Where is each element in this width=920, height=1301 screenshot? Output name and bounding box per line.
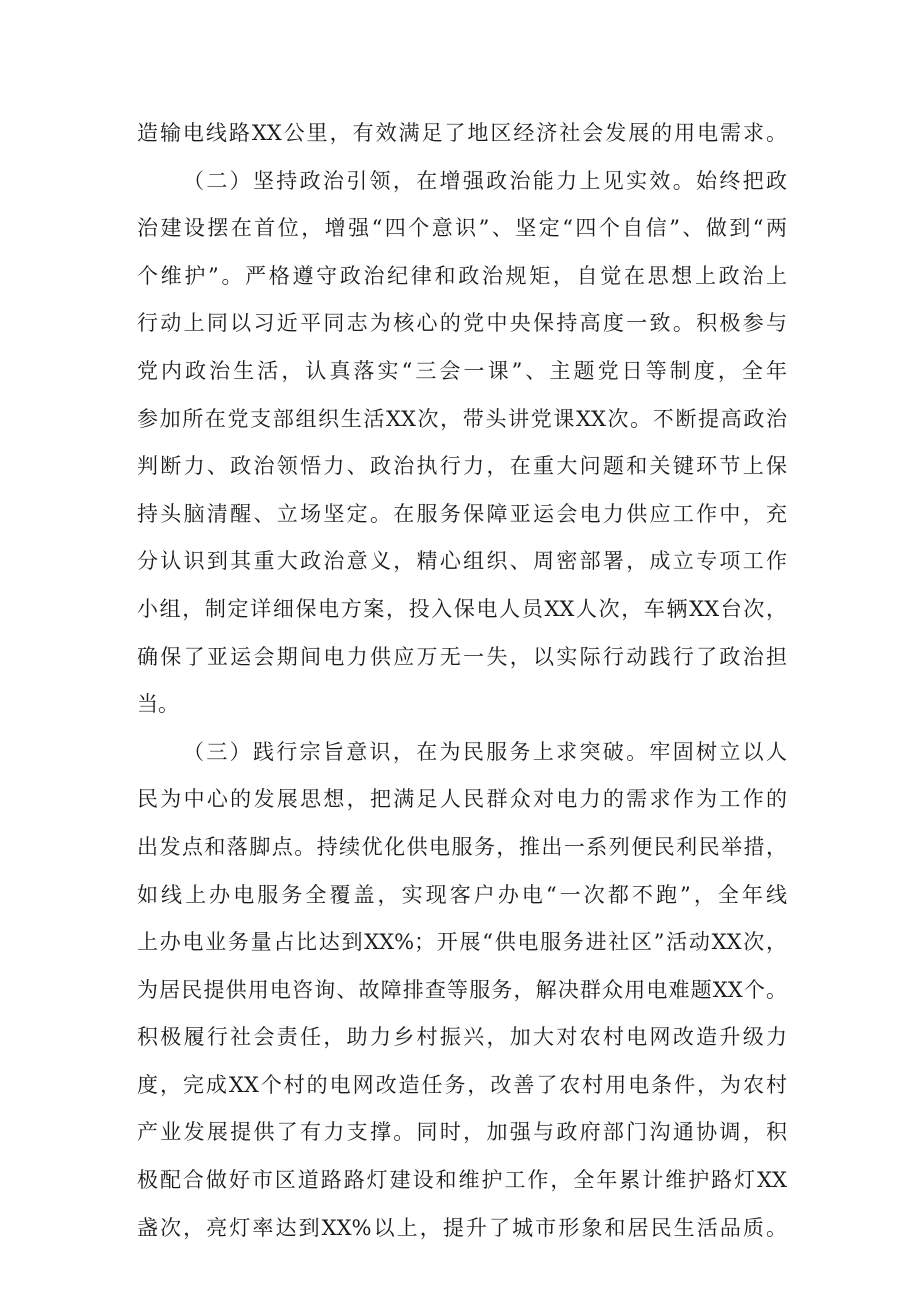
text-line: 为居民提供用电咨询、故障排查等服务，解决群众用电难题XX个。	[137, 977, 787, 1002]
paragraph-end-line: 当。	[137, 692, 179, 717]
body-text	[137, 110, 787, 1252]
text-line: 度，完成XX个村的电网改造任务，改善了农村用电条件，为农村	[137, 1072, 787, 1097]
text-line: 行动上同以习近平同志为核心的党中央保持高度一致。积极参与	[137, 311, 787, 336]
text-line: 个维护”。严格遵守政治纪律和政治规矩，自觉在思想上政治上	[137, 263, 787, 288]
paragraph-end-line: 盏次，亮灯率达到XX%以上，提升了城市形象和居民生活品质。	[137, 1215, 787, 1240]
text-line: 民为中心的发展思想，把满足人民群众对电力的需求作为工作的	[137, 787, 787, 812]
text-line: 分认识到其重大政治意义，精心组织、周密部署，成立专项工作	[137, 549, 787, 574]
text-line: 产业发展提供了有力支撑。同时，加强与政府部门沟通协调，积	[137, 1120, 787, 1145]
text-line: 小组，制定详细保电方案，投入保电人员XX人次，车辆XX台次，	[137, 596, 787, 621]
section-heading-line: （三）践行宗旨意识，在为民服务上求突破。牢固树立以人	[183, 739, 787, 764]
section-heading-line: （二）坚持政治引领，在增强政治能力上见实效。始终把政	[183, 168, 787, 193]
text-line: 判断力、政治领悟力、政治执行力，在重大问题和关键环节上保	[137, 454, 787, 479]
text-line: 造输电线路XX公里，有效满足了地区经济社会发展的用电需求。	[137, 121, 787, 145]
text-line: 如线上办电服务全覆盖，实现客户办电“一次都不跑”，全年线	[137, 882, 787, 907]
text-line: 极配合做好市区道路路灯建设和维护工作，全年累计维护路灯XX	[137, 1168, 787, 1193]
text-line: 出发点和落脚点。持续优化供电服务，推出一系列便民利民举措，	[137, 834, 787, 859]
text-line: 党内政治生活，认真落实“三会一课”、主题党日等制度，全年	[137, 358, 787, 383]
text-line: 确保了亚运会期间电力供应万无一失，以实际行动践行了政治担	[137, 644, 787, 669]
text-line: 上办电业务量占比达到XX%；开展“供电服务进社区”活动XX次，	[137, 930, 787, 955]
text-line: 参加所在党支部组织生活XX次，带头讲党课XX次。不断提高政治	[137, 406, 787, 431]
text-line: 治建设摆在首位，增强“四个意识”、坚定“四个自信”、做到“两	[137, 216, 787, 241]
text-line: 积极履行社会责任，助力乡村振兴，加大对农村电网改造升级力	[137, 1025, 787, 1050]
text-line: 持头脑清醒、立场坚定。在服务保障亚运会电力供应工作中，充	[137, 501, 787, 526]
